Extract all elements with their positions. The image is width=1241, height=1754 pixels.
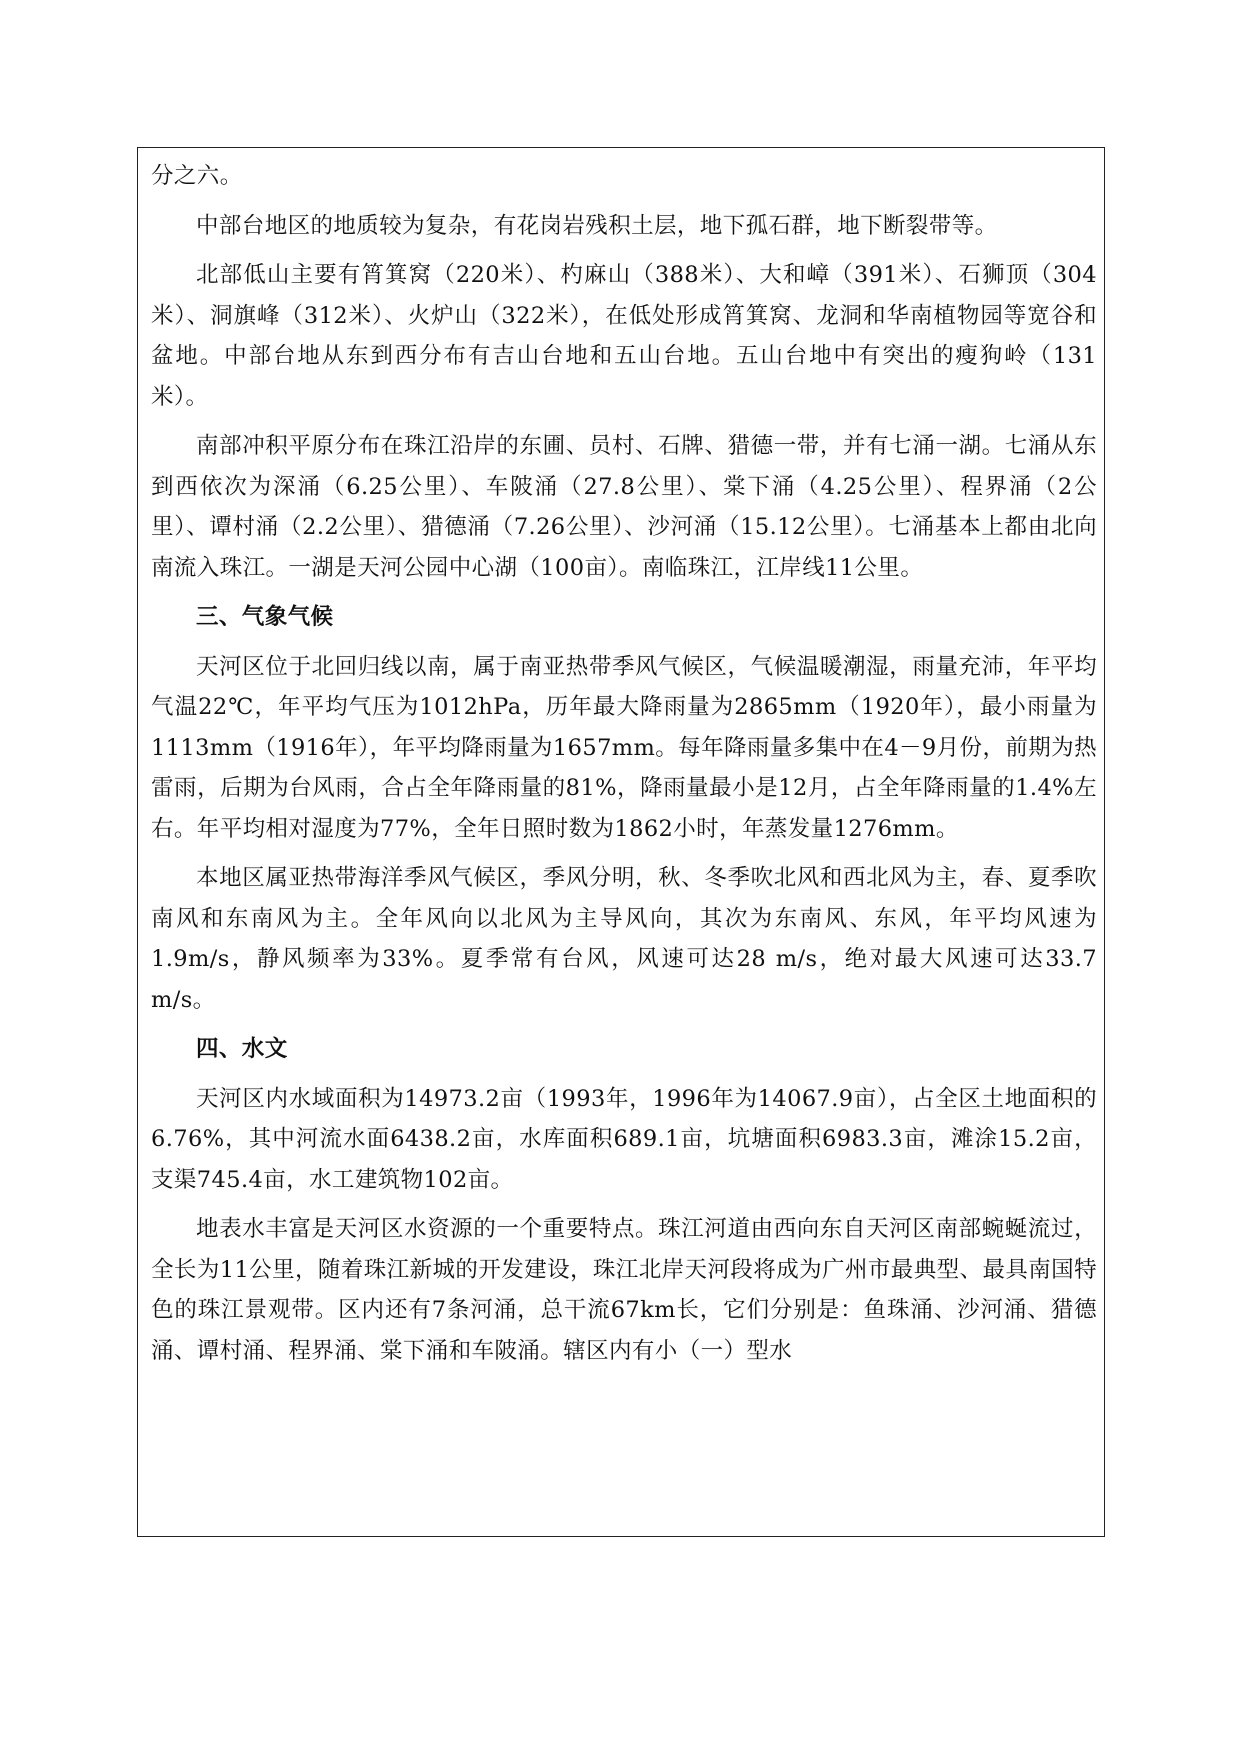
paragraph-wind: 本地区属亚热带海洋季风气候区，季风分明，秋、冬季吹北风和西北风为主，春、夏季吹南风和东南风为主。全年风向以北风为主导风向，其次为东南风、东风，年平均风速为1.9m/s，静风频率为33%。夏季常有台风，风速可达28 m/s，绝对最大风速可达33.7 m/s。 [151,865,1097,1013]
section-heading-climate: 三、气象气候 [196,604,334,630]
paragraph-climate: 天河区位于北回归线以南，属于南亚热带季风气候区，气候温暖潮湿，雨量充沛，年平均气温22℃，年平均气压为1012hPa，历年最大降雨量为2865mm（1920年），最小雨量为1113mm（1916年），年平均降雨量为1657mm。每年降雨量多集中在4－9月份，前期为热雷雨，后期为台风雨，合占全年降雨量的81%，降雨量最小是12月，占全年降雨量的1.4%左右。年平均相对湿度为77%，全年日照时数为1862小时，年蒸发量1276mm。 [151,653,1097,842]
paragraph-southern-plain: 南部冲积平原分布在珠江沿岸的东圃、员村、石牌、猎德一带，并有七涌一湖。七涌从东到西依次为深涌（6.25公里）、车陂涌（27.8公里）、棠下涌（4.25公里）、程界涌（2公里）、谭村涌（2.2公里）、猎德涌（7.26公里）、沙河涌（15.12公里）。七涌基本上都由北向南流入珠江。一湖是天河公园中心湖（100亩）。南临珠江，江岸线11公里。 [151,433,1097,581]
paragraph-geology: 中部台地区的地质较为复杂，有花岗岩残积土层，地下孤石群，地下断裂带等。 [196,212,998,239]
section-heading-hydrology: 四、水文 [196,1036,288,1062]
paragraph-surface-water: 地表水丰富是天河区水资源的一个重要特点。珠江河道由西向东自天河区南部蜿蜒流过，全长为11公里，随着珠江新城的开发建设，珠江北岸天河段将成为广州市最典型、最具南国特色的珠江景观带。区内还有7条河涌，总干流67km长，它们分别是：鱼珠涌、沙河涌、猎德涌、谭村涌、程界涌、棠下涌和车陂涌。辖区内有小（一）型水 [151,1216,1097,1364]
paragraph-northern-hills: 北部低山主要有筲箕窝（220米）、杓麻山（388米）、大和嶂（391米）、石狮顶（304米）、洞旗峰（312米）、火炉山（322米），在低处形成筲箕窝、龙洞和华南植物园等宽谷和盆地。中部台地从东到西分布有吉山台地和五山台地。五山台地中有突出的瘦狗岭（131米）。 [151,262,1097,410]
paragraph-continuation: 分之六。 [151,163,243,189]
paragraph-water-area: 天河区内水域面积为14973.2亩（1993年，1996年为14067.9亩），占全区土地面积的6.76%，其中河流水面6438.2亩，水库面积689.1亩，坑塘面积6983.3亩，滩涂15.2亩，支渠745.4亩，水工建筑物102亩。 [151,1085,1097,1193]
content-frame [137,147,1105,1537]
document-body [151,156,1097,1380]
